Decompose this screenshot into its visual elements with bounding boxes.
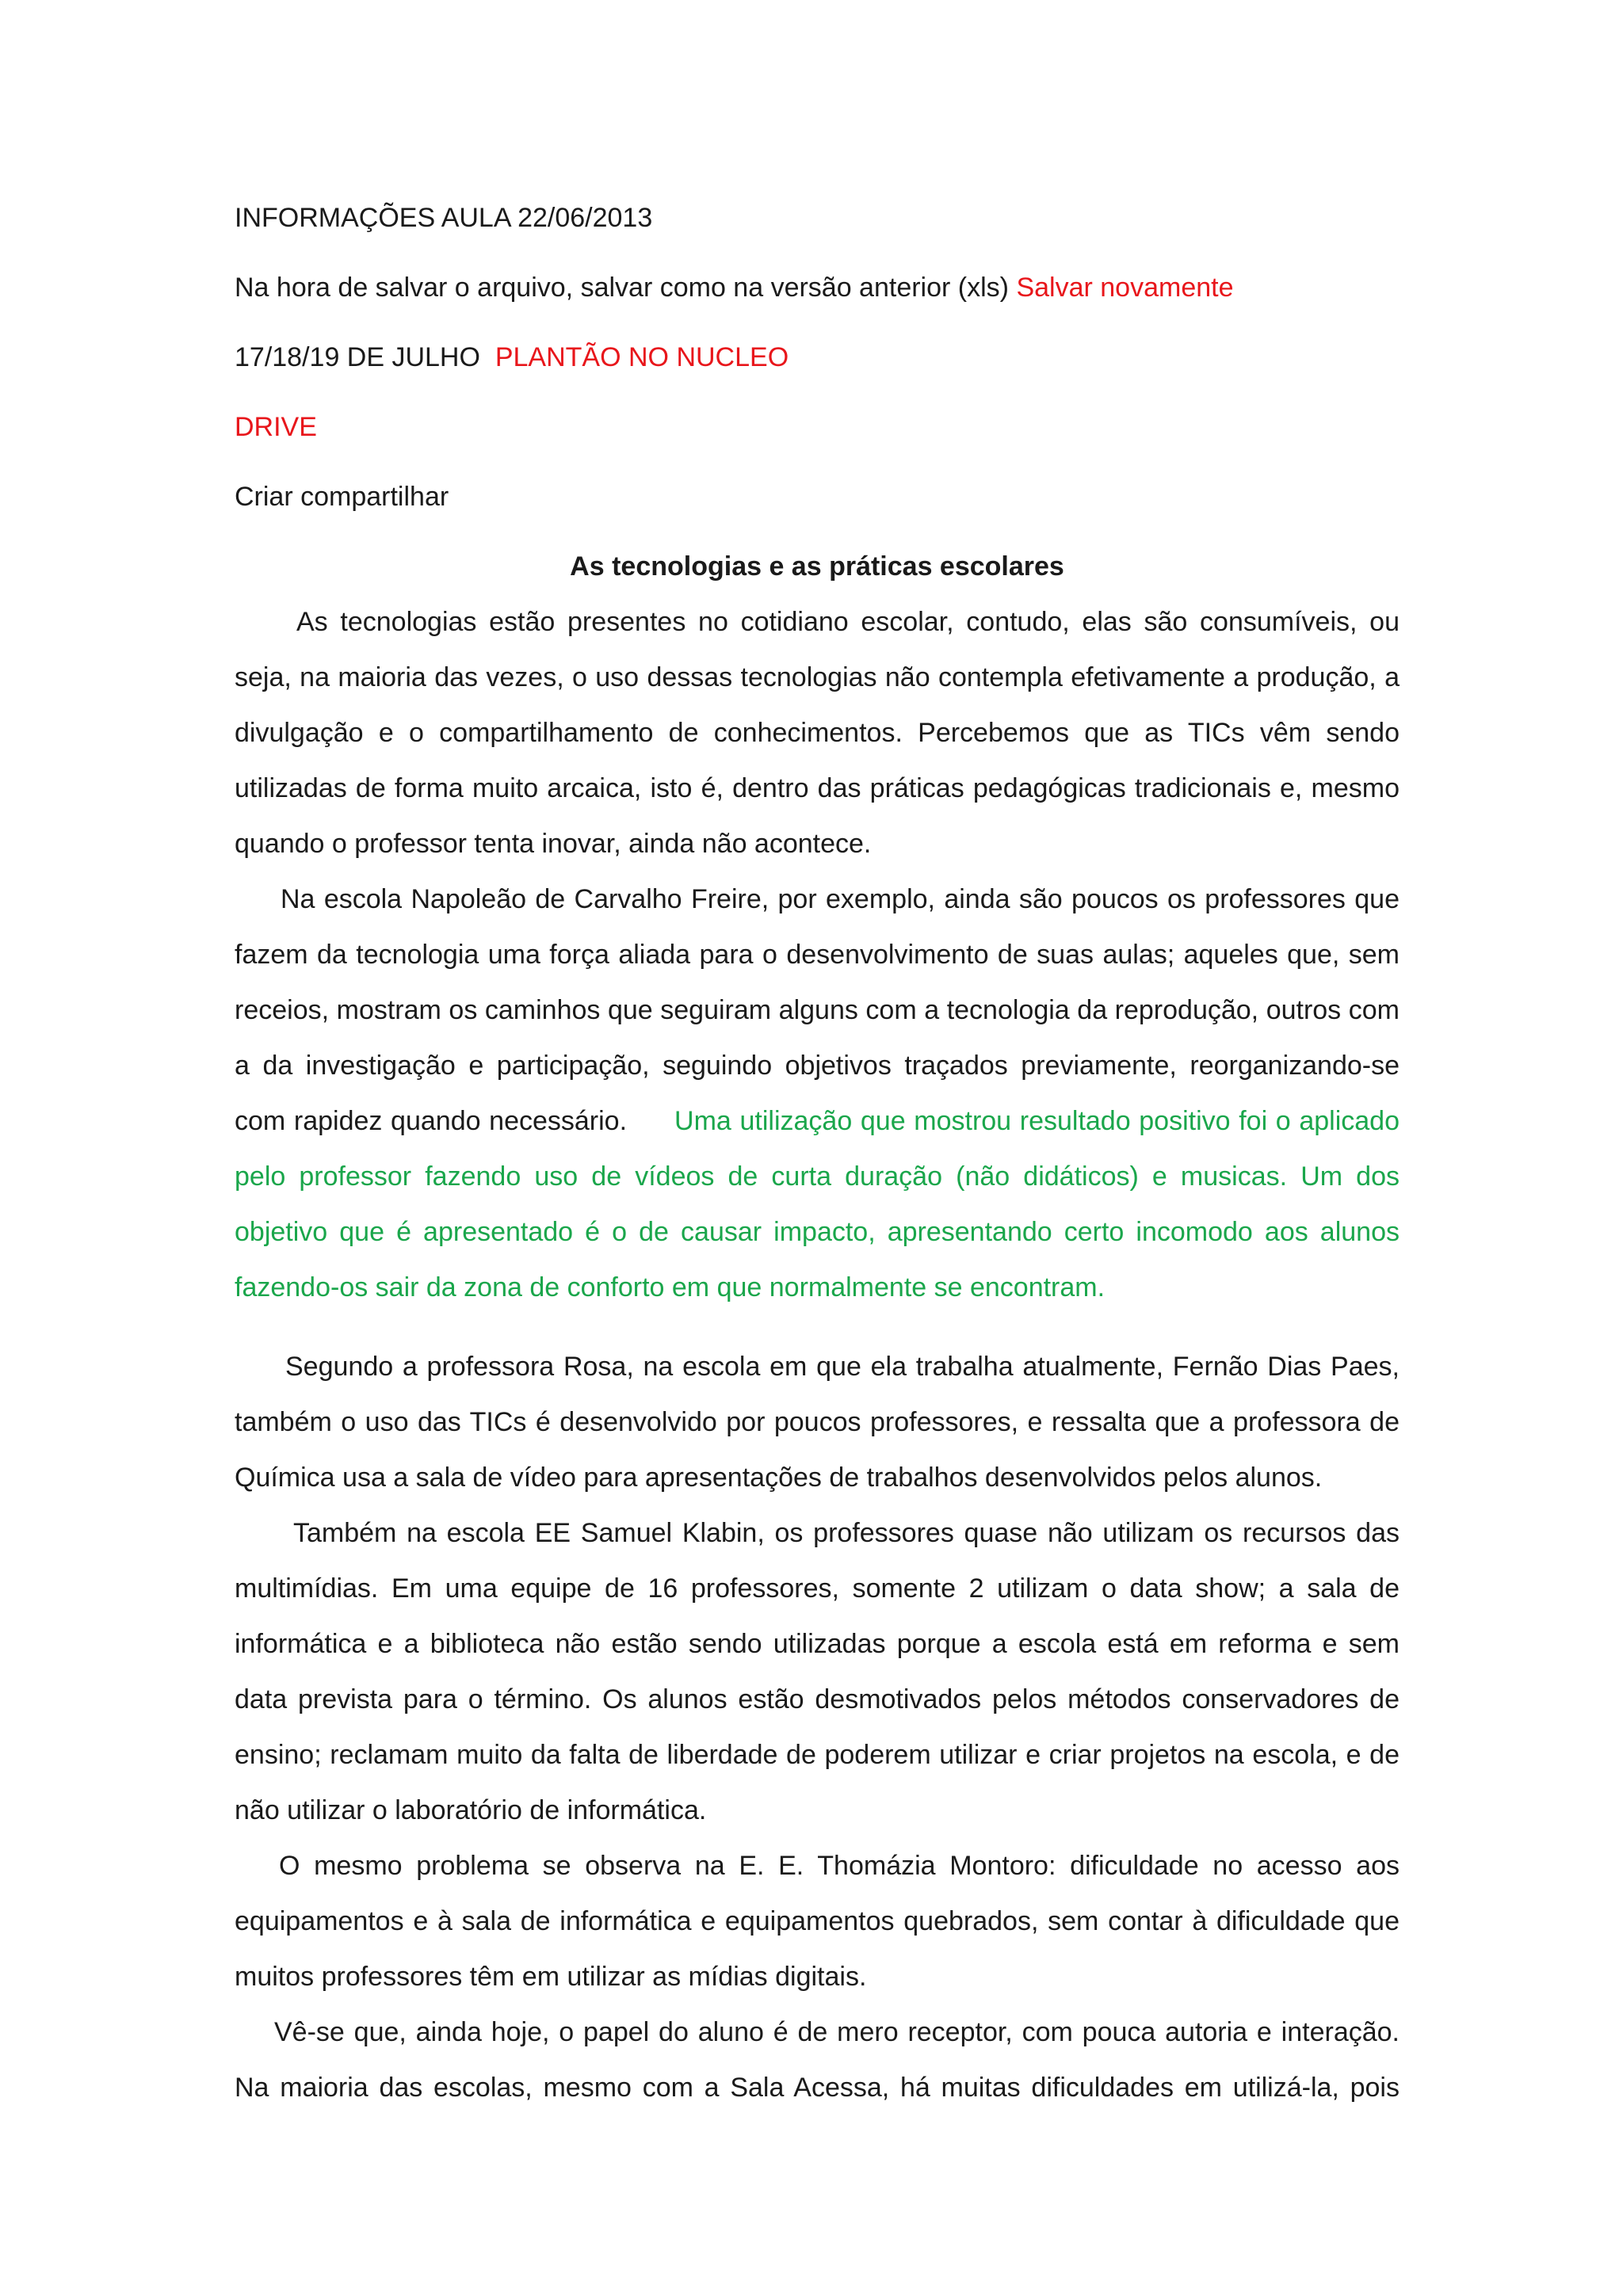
paragraph-2-text: Na escola Napoleão de Carvalho Freire, por exemplo, ainda são poucos os professores que fazem da tecnologia uma força aliada para o desenvolvimento de suas aulas; aqueles que, sem receios, mostram os caminhos que seguiram alguns com a tecnologia da reprodução, outros com a da investigação e participação, seguindo objetivos traçados previamente, reorganizando-se com rapidez quando necessário. <box>235 884 1400 1136</box>
header-date-text: INFORMAÇÕES AULA 22/06/2013 <box>235 203 653 233</box>
paragraph-1: As tecnologias estão presentes no cotidiano escolar, contudo, elas são consumíveis, ou seja, na maioria das vezes, o uso dessas tecnologias não contempla efetivamente a produção, a divulgação e o compartilhamento de conhecimentos. Percebemos que as TICs vêm sendo utilizadas de forma muito arcaica, isto é, dentro das práticas pedagógicas tradicionais e, mesmo quando o professor tenta inovar, ainda não acontece. <box>235 607 1400 859</box>
header-line-drive <box>235 399 1400 455</box>
save-again-note: Salvar novamente <box>1016 273 1234 303</box>
header-line-date <box>235 190 1400 246</box>
paragraph-4: Também na escola EE Samuel Klabin, os professores quase não utilizam os recursos das multimídias. Em uma equipe de 16 professores, somente 2 utilizam o data show; a sala de informática e a biblioteca não estão sendo utilizadas porque a escola está em reforma e sem data prevista para o término. Os alunos estão desmotivados pelos métodos conservadores de ensino; reclamam muito da falta de liberdade de poderem utilizar e criar projetos na escola, e de não utilizar o laboratório de informática. <box>235 1518 1400 1825</box>
header-line-share <box>235 469 1400 524</box>
plantao-note: PLANTÃO NO NUCLEO <box>495 342 789 372</box>
paragraph-3: Segundo a professora Rosa, na escola em que ela trabalha atualmente, Fernão Dias Paes, também o uso das TICs é desenvolvido por poucos professores, e ressalta que a professora de Química usa a sala de vídeo para apresentações de trabalhos desenvolvidos pelos alunos. <box>235 1352 1400 1493</box>
share-text: Criar compartilhar <box>235 482 449 512</box>
document-page <box>235 190 1400 2115</box>
header-line-save <box>235 260 1400 315</box>
save-instruction-text: Na hora de salvar o arquivo, salvar como na versão anterior (xls) <box>235 273 1009 303</box>
paragraph-5: O mesmo problema se observa na E. E. Thomázia Montoro: dificuldade no acesso aos equipamentos e à sala de informática e equipamentos quebrados, sem contar à dificuldade que muitos professores têm em utilizar as mídias digitais. <box>235 1851 1400 1992</box>
drive-text: DRIVE <box>235 412 317 442</box>
article-title: As tecnologias e as práticas escolares <box>570 551 1064 582</box>
july-dates-text: 17/18/19 DE JULHO <box>235 342 480 372</box>
paragraph-2-highlight: Uma utilização que mostrou resultado positivo foi o aplicado pelo professor fazendo uso de vídeos de curta duração (não didáticos) e musicas. Um dos objetivo que é apresentado é o de causar impacto, apresentando certo incomodo aos alunos fazendo-os sair da zona de conforto em que normalmente se encontram. <box>235 1106 1400 1302</box>
paragraph-2 <box>235 871 1400 1315</box>
paragraph-6: Vê-se que, ainda hoje, o papel do aluno é de mero receptor, com pouca autoria e interação. Na maioria das escolas, mesmo com a Sala Acessa, há muitas dificuldades em utilizá-la, pois <box>235 2017 1400 2103</box>
header-line-july <box>235 330 1400 385</box>
